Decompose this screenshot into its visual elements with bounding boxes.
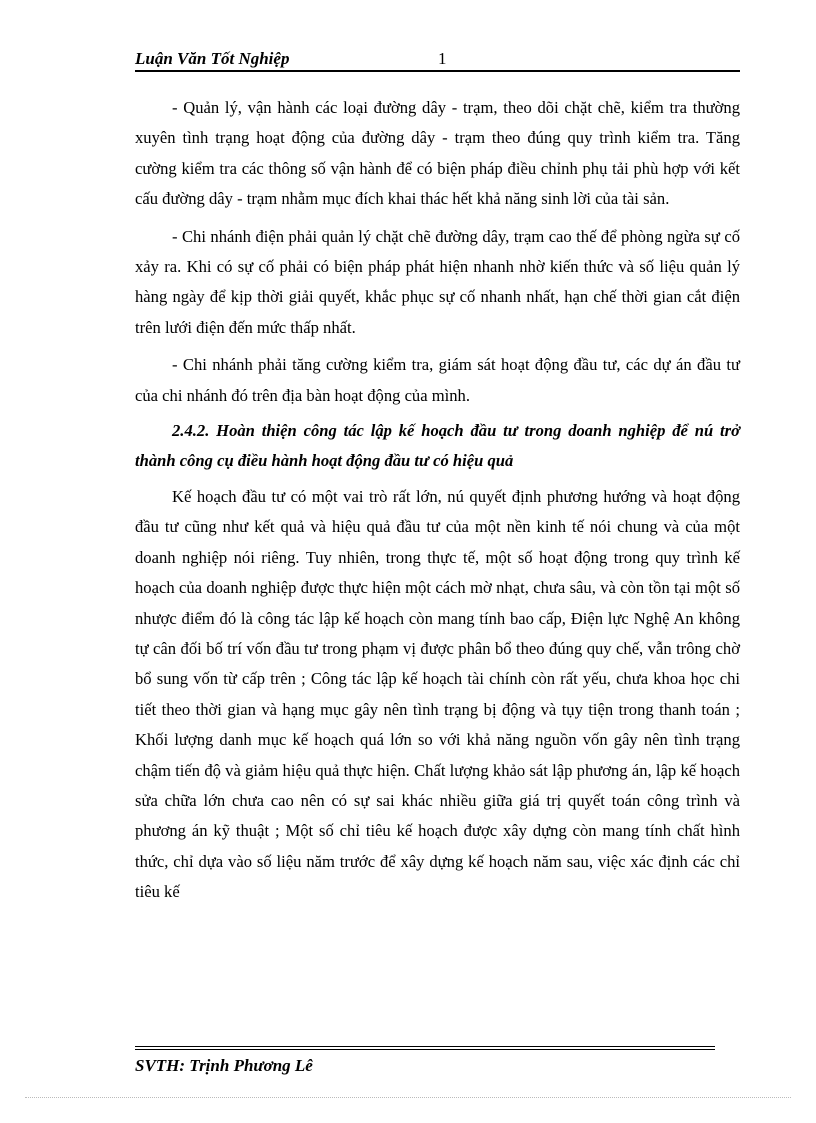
section-heading: 2.4.2. Hoàn thiện công tác lập kế hoạch đầu tư trong doanh nghiệp để nú trở thành công cụ điều hành hoạt động đầu tư có hiệu quả: [135, 421, 740, 471]
page-bottom-edge: [25, 1097, 791, 1098]
page-footer: [135, 1046, 715, 1077]
paragraph-line-management: - Quản lý, vận hành các loại đường dây - trạm, theo dõi chặt chẽ, kiểm tra thường xuyên tình trạng hoạt động của đường dây - trạm theo đúng quy trình kiểm tra. Tăng cường kiểm tra các thông số vận hành để có biện pháp điều chỉnh phụ tải phù hợp với kết cấu đường dây - trạm nhằm mục đích khai thác hết khả năng sinh lời của tài sản.: [135, 98, 740, 209]
footer-author: SVTH: Trịnh Phương Lê: [135, 1056, 313, 1075]
page-number: 1: [438, 49, 447, 68]
section-paragraph: Kế hoạch đầu tư có một vai trò rất lớn, nú quyết định phương hướng và hoạt động đầu tư cũng như kết quả và hiệu quả đầu tư của một nền kinh tế nói chung và của một doanh nghiệp nói riêng. Tuy nhiên, trong thực tế, một số hoạt động trong quy trình kế hoạch của doanh nghiệp được thực hiện một cách mờ nhạt, chưa sâu, và còn tồn tại một số nhược điểm đó là công tác lập kế hoạch còn mang tính bao cấp, Điện lực Nghệ An không tự cân đối bố trí vốn đầu tư trong phạm vị được phân bổ theo đúng quy chế, vẫn trông chờ bổ sung vốn từ cấp trên ; Công tác lập kế hoạch tài chính còn rất yếu, chưa khoa học chi tiết theo thời gian và hạng mục gây nên tình trạng bị động và tụy tiện trong thanh toán ; Khối lượng danh mục kế hoạch quá lớn so với khả năng nguồn vốn gây nên tình trạng chậm tiến độ và giảm hiệu quả thực hiện. Chất lượng khảo sát lập phương án, lập kế hoạch sửa chữa lớn chưa cao nên có sự sai khác nhiều giữa giá trị quyết toán công trình và phương án kỹ thuật ; Một số chỉ tiêu kế hoạch được xây dựng còn mang tính chất hình thức, chỉ dựa vào số liệu năm trước để xây dựng kế hoạch năm sau, việc xác định các chỉ tiêu kế: [135, 486, 740, 902]
paragraph-branch-management: - Chi nhánh điện phải quản lý chặt chẽ đường dây, trạm cao thế để phòng ngừa sự cố xảy ra. Khi có sự cố phải có biện pháp phát hiện nhanh nhờ kiến thức và số liệu quản lý hàng ngày để kịp thời giải quyết, khắc phục sự cố nhanh nhất, hạn chế thời gian cắt điện trên lưới điện đến mức thấp nhất.: [135, 226, 740, 337]
paragraph-branch-supervision: - Chi nhánh phải tăng cường kiểm tra, giám sát hoạt động đầu tư, các dự án đầu tư của chi nhánh đó trên địa bàn hoạt động của mình.: [135, 355, 740, 405]
footer-divider: [135, 1046, 715, 1050]
header-title: Luận Văn Tốt Nghiệp: [135, 49, 290, 68]
document-body: [135, 93, 740, 915]
page-header: [135, 48, 740, 72]
